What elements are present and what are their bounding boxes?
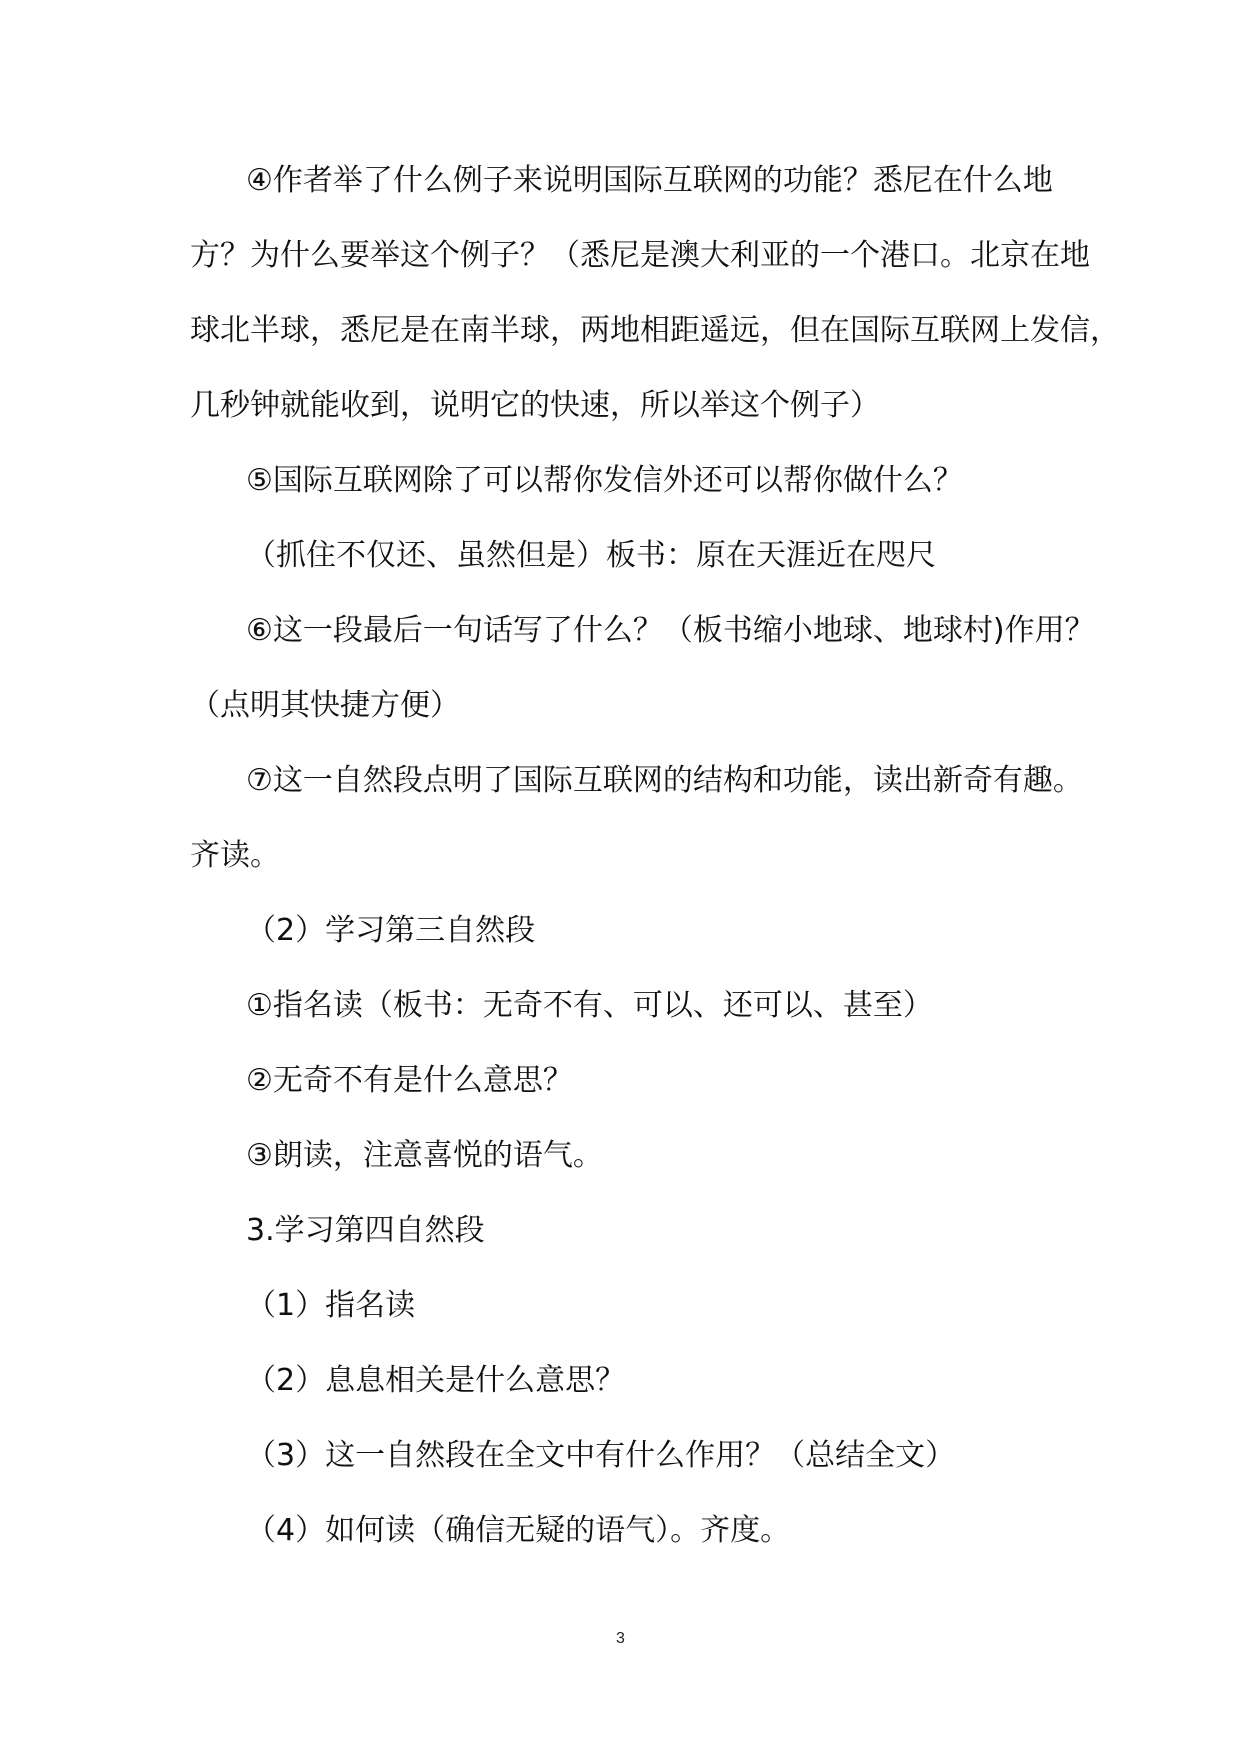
text-line-3: 球北半球，悉尼是在南半球，两地相距遥远，但在国际互联网上发信， xyxy=(190,313,1120,348)
text-line-17: （2）息息相关是什么意思？ xyxy=(246,1363,626,1398)
text-line-12: ①指名读（板书：无奇不有、可以、还可以、甚至） xyxy=(246,988,933,1023)
text-line-19: （4）如何读（确信无疑的语气）。齐度。 xyxy=(246,1513,791,1548)
text-line-16: （1）指名读 xyxy=(246,1288,416,1323)
text-line-10: 齐读。 xyxy=(190,838,280,873)
text-line-5: ⑤国际互联网除了可以帮你发信外还可以帮你做什么？ xyxy=(246,463,963,498)
text-line-13: ②无奇不有是什么意思？ xyxy=(246,1063,573,1098)
text-line-1: ④作者举了什么例子来说明国际互联网的功能？悉尼在什么地 xyxy=(246,163,1053,198)
text-line-2: 方？为什么要举这个例子？（悉尼是澳大利亚的一个港口。北京在地 xyxy=(190,238,1090,273)
text-line-4: 几秒钟就能收到，说明它的快速，所以举这个例子） xyxy=(190,388,880,423)
text-line-15: 3.学习第四自然段 xyxy=(246,1213,485,1248)
text-line-18: （3）这一自然段在全文中有什么作用？（总结全文） xyxy=(246,1438,956,1473)
text-line-6: （抓住不仅还、虽然但是）板书：原在天涯近在咫尺 xyxy=(246,538,936,573)
document-body xyxy=(190,143,1120,1568)
text-line-9: ⑦这一自然段点明了国际互联网的结构和功能，读出新奇有趣。 xyxy=(246,763,1083,798)
text-line-14: ③朗读，注意喜悦的语气。 xyxy=(246,1138,603,1173)
text-line-11: （2）学习第三自然段 xyxy=(246,913,536,948)
page-number: 3 xyxy=(616,1630,625,1647)
text-line-7: ⑥这一段最后一句话写了什么？（板书缩小地球、地球村)作用？ xyxy=(246,613,1095,648)
text-line-8: （点明其快捷方便） xyxy=(190,688,460,723)
